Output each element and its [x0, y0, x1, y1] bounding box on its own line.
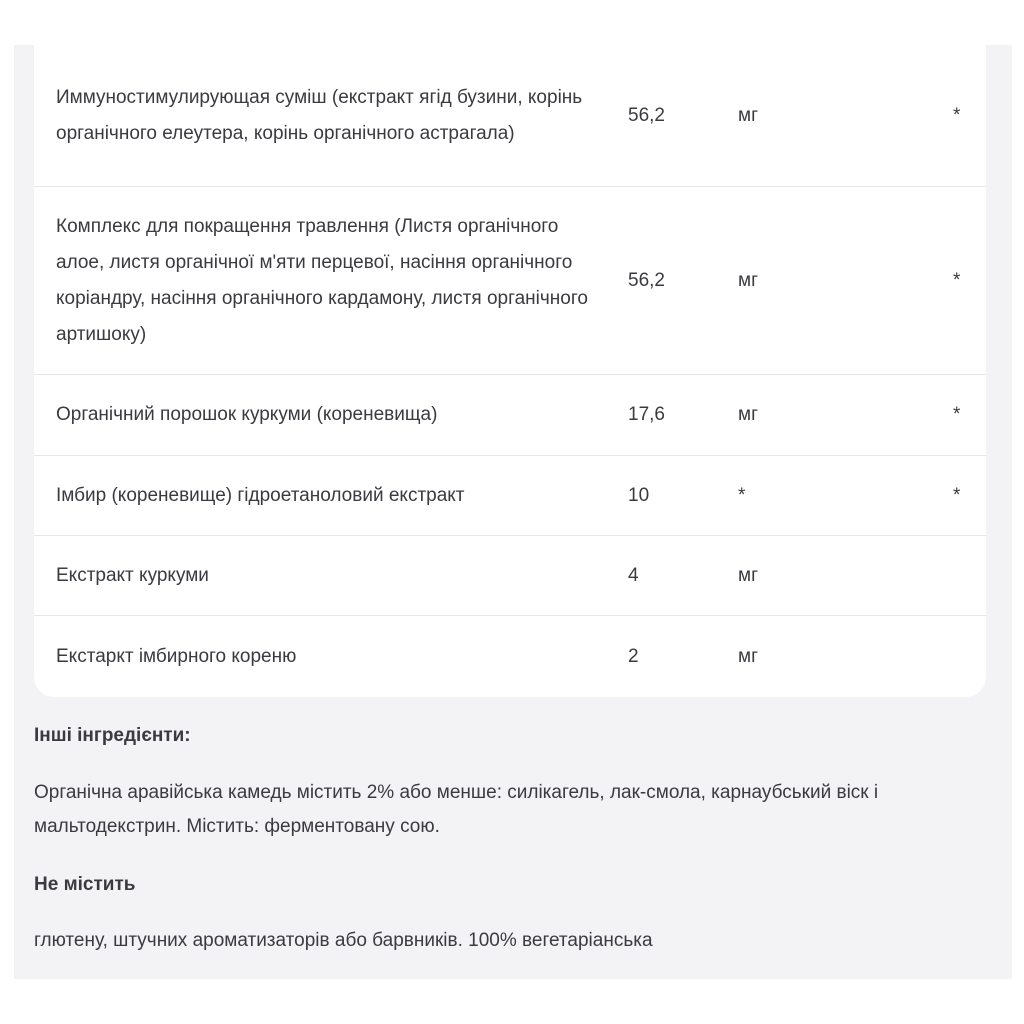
supplement-info-panel: [14, 45, 1012, 979]
table-row: [34, 616, 986, 697]
daily-value-marker: *: [953, 104, 961, 126]
table-row: [34, 375, 986, 456]
does-not-contain-text: глютену, штучних ароматизаторів або барвників. 100% вегетаріанська: [34, 930, 653, 951]
table-row: [34, 536, 986, 616]
ingredient-unit: мг: [738, 404, 758, 425]
ingredient-amount: 4: [628, 564, 639, 586]
ingredient-unit: мг: [738, 645, 758, 667]
table-row: [34, 456, 986, 536]
daily-value-marker: *: [953, 404, 961, 425]
ingredient-amount: 56,2: [628, 104, 665, 126]
ingredient-name: Органічний порошок куркуми (кореневища): [56, 404, 438, 425]
ingredient-amount: 56,2: [628, 269, 665, 291]
other-ingredients-heading: Інші інгредієнти:: [34, 725, 191, 746]
table-row: [34, 187, 986, 375]
ingredient-name: Імбир (кореневище) гідроетаноловий екстракт: [56, 484, 465, 506]
ingredient-name: Екстаркт імбирного кореню: [56, 645, 297, 667]
ingredient-amount: 2: [628, 645, 639, 667]
ingredient-unit: мг: [738, 104, 758, 126]
ingredient-name: Екстракт куркуми: [56, 564, 209, 586]
does-not-contain-heading: Не містить: [34, 874, 136, 895]
ingredients-table: [34, 45, 986, 697]
ingredient-unit: *: [738, 484, 746, 506]
daily-value-marker: *: [953, 269, 961, 291]
ingredient-name: Комплекс для покращення травлення (Листя органічного алое, листя органічної м'яти перцевої, насіння органічного коріандру, насіння органічного кардамону, листя органічного артишоку): [56, 215, 588, 345]
ingredient-name: Иммуностимулирующая суміш (екстракт ягід бузини, корінь органічного елеутера, корінь органічного астрагала): [56, 86, 583, 144]
other-ingredients-text: Органічна аравійська камедь містить 2% або менше: силікагель, лак-смола, карнаубський віск і мальтодекстрин. Містить: ферментовану сою.: [34, 782, 879, 837]
ingredient-unit: мг: [738, 269, 758, 291]
ingredient-amount: 10: [628, 484, 650, 506]
table-row: [34, 45, 986, 187]
daily-value-marker: *: [953, 484, 961, 506]
ingredient-amount: 17,6: [628, 404, 665, 425]
ingredient-unit: мг: [738, 564, 758, 586]
